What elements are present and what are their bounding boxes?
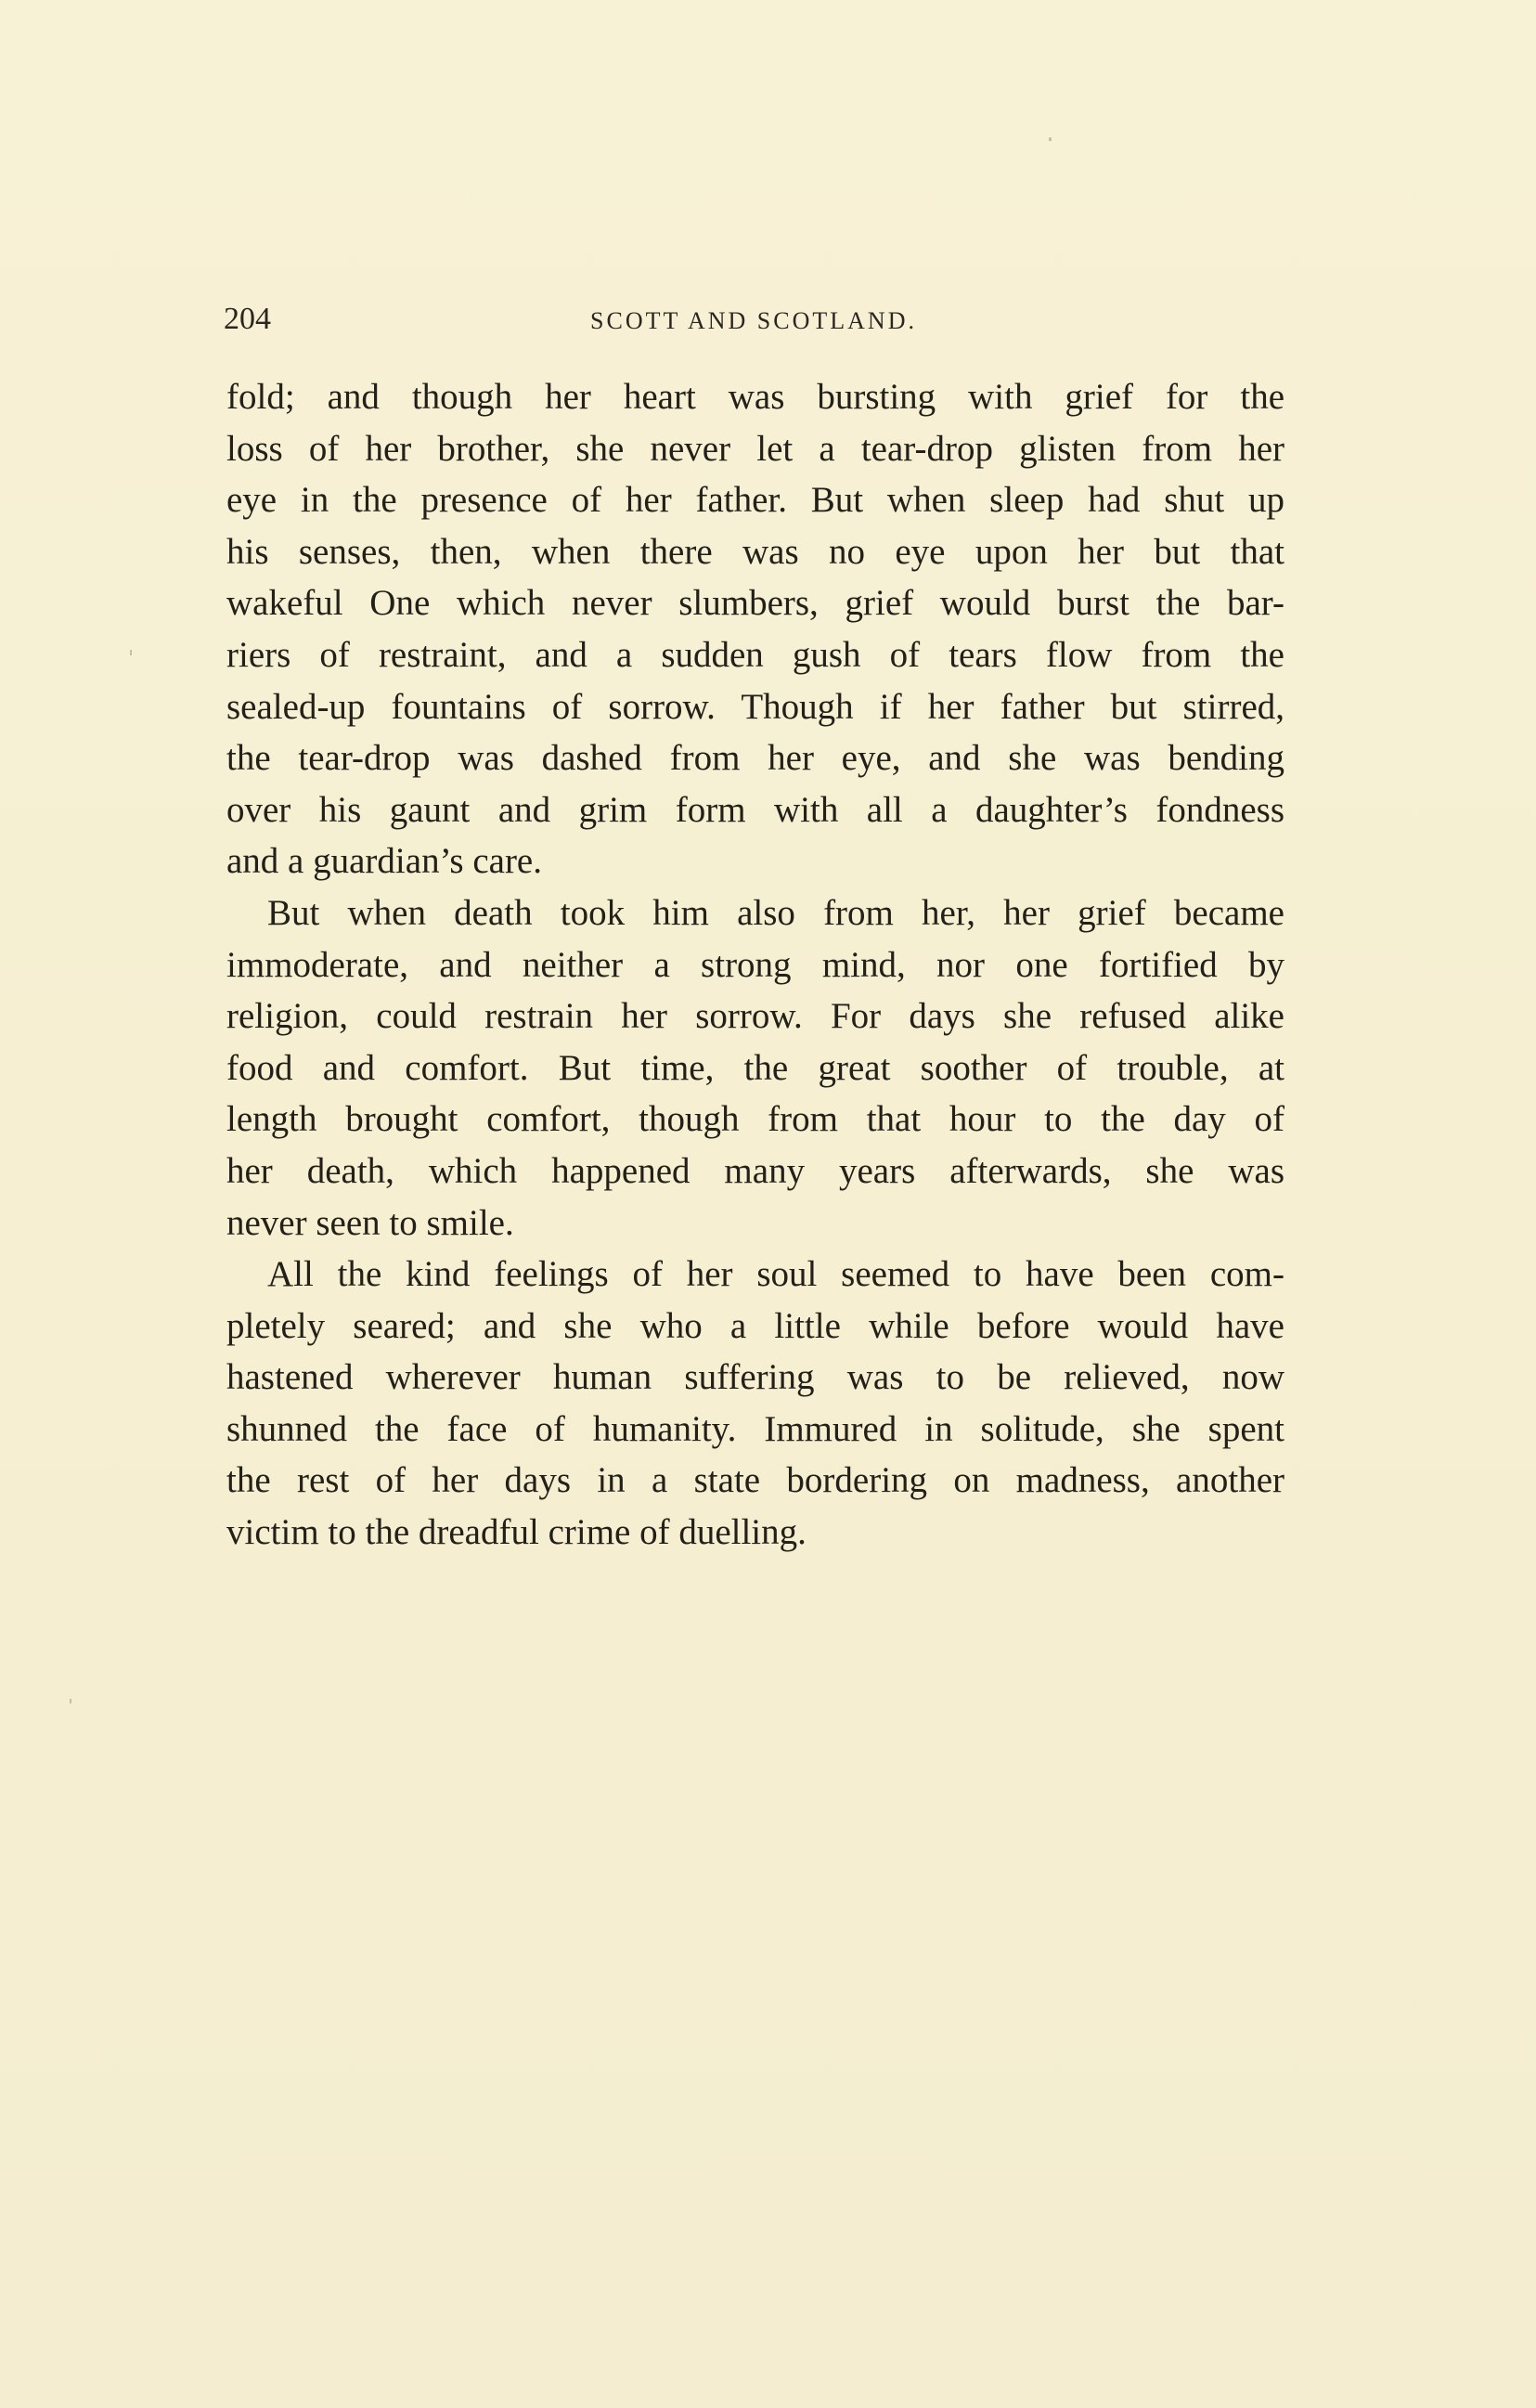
text-line: his senses, then, when there was no eye upon her but that <box>226 531 1284 572</box>
running-title: SCOTT AND SCOTLAND. <box>590 307 917 334</box>
text-line: hastened wherever human suffering was to be relieved, now <box>226 1357 1284 1398</box>
paper-speck <box>1049 137 1052 141</box>
text-line: eye in the presence of her father. But when sleep had shut up <box>226 480 1284 521</box>
text-line: over his gaunt and grim form with all a daughter’s fondness <box>226 789 1284 830</box>
text-line: pletely seared; and she who a little while before would have <box>226 1305 1284 1346</box>
text-line: length brought comfort, though from that hour to the day of <box>226 1099 1284 1140</box>
text-line: her death, which happened many years afterwards, she was <box>226 1150 1284 1191</box>
text-line: fold; and though her heart was bursting with grief for the <box>226 377 1284 417</box>
text-line: never seen to smile. <box>226 1202 514 1243</box>
text-line: food and comfort. But time, the great soother of trouble, at <box>226 1047 1284 1088</box>
running-head <box>224 302 1284 357</box>
text-line: loss of her brother, she never let a tear-drop glisten from her <box>226 428 1284 469</box>
text-line: religion, could restrain her sorrow. For days she refused alike <box>226 996 1284 1037</box>
text-line: immoderate, and neither a strong mind, nor one fortified by <box>226 944 1284 985</box>
text-line: the rest of her days in a state bordering on madness, another <box>226 1460 1284 1501</box>
paper-speck <box>130 650 132 655</box>
text-line: All the kind feelings of her soul seemed to have been com- <box>267 1254 1284 1295</box>
text-line: shunned the face of humanity. Immured in solitude, she spent <box>226 1408 1284 1449</box>
text-line: the tear-drop was dashed from her eye, and she was bending <box>226 738 1284 779</box>
text-line: wakeful One which never slumbers, grief would burst the bar- <box>226 583 1284 624</box>
text-line: victim to the dreadful crime of duelling. <box>226 1512 807 1553</box>
paper-speck <box>70 1699 71 1703</box>
paragraph <box>226 371 1284 887</box>
body-text <box>226 371 1284 1559</box>
paragraph <box>226 1249 1284 1559</box>
text-line: sealed-up fountains of sorrow. Though if her father but stirred, <box>226 686 1284 727</box>
text-line: riers of restraint, and a sudden gush of tears flow from the <box>226 634 1284 675</box>
paragraph <box>226 887 1284 1249</box>
page-number: 204 <box>224 302 271 336</box>
text-line: But when death took him also from her, her grief became <box>267 892 1284 933</box>
text-line: and a guardian’s care. <box>226 841 542 882</box>
